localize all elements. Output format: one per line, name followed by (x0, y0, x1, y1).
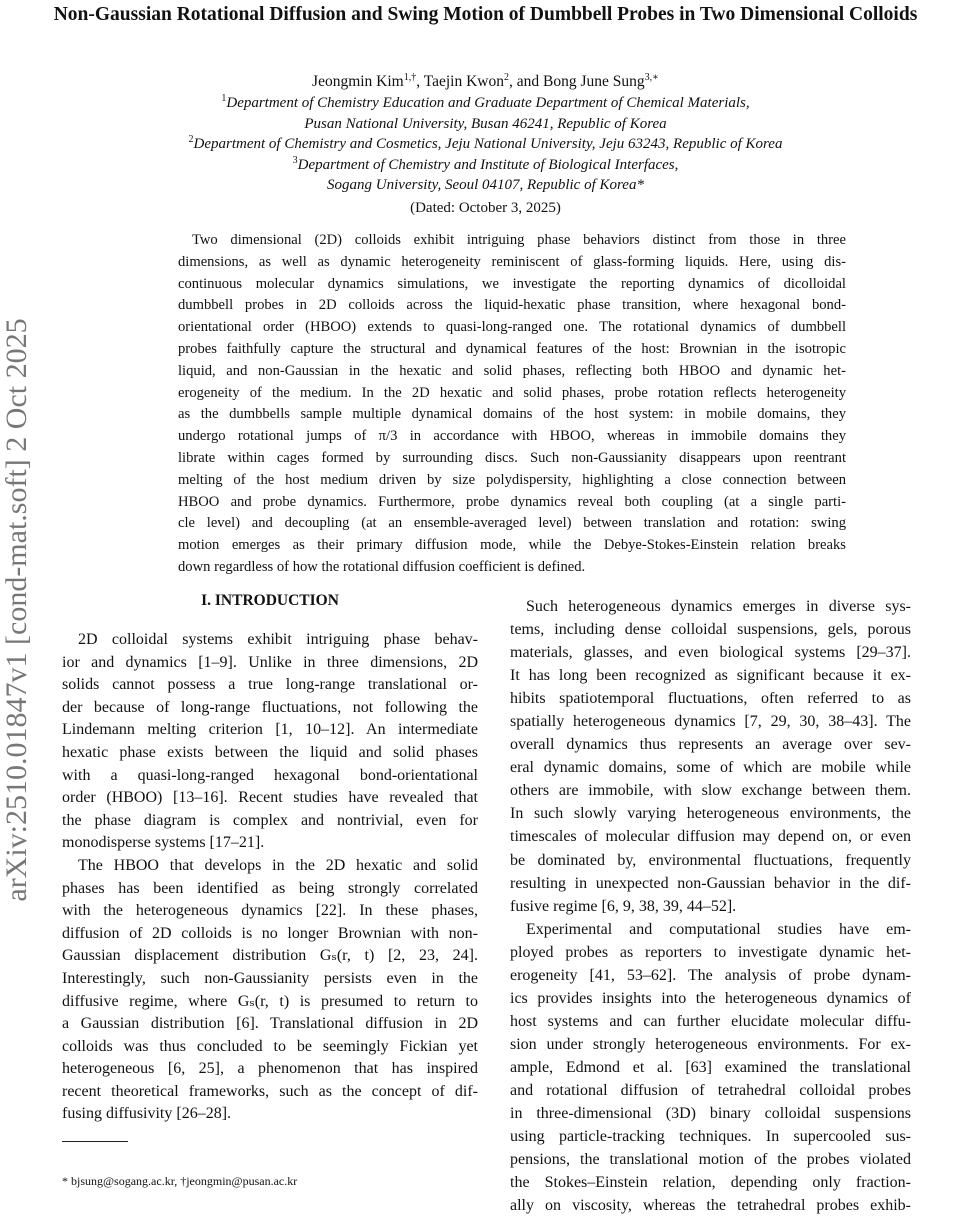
affiliation-text: Department of Chemistry Education and Graduate Department of Chemical Materials, (226, 95, 750, 111)
date-line: (Dated: October 3, 2025) (410, 200, 561, 216)
affiliations (0, 93, 971, 196)
text-line: 2D colloidal systems exhibit intriguing phase behav- (78, 631, 478, 648)
text-line: Experimental and computational studies have em- (526, 920, 911, 938)
text-line: The HBOO that develops in the 2D hexatic and solid (78, 856, 478, 874)
text-line: fusing diffusivity [26–28]. (62, 1105, 232, 1123)
right-column (510, 595, 911, 1217)
text-line: with a quasi-long-ranged hexagonal bond-orientational (62, 766, 478, 784)
text-line: timescales of molecular diffusion may depend on, or even (510, 828, 911, 846)
text-line: diffusive regime, where Gₛ(r, t) is presumed to return to (62, 992, 478, 1010)
text-line: monodisperse systems [17–21]. (62, 834, 265, 852)
text-line: the phase diagram is complex and nontrivial, even for (62, 811, 478, 829)
text-line: a Gaussian distribution [6]. Translational diffusion in 2D (62, 1015, 478, 1033)
affiliation-line (0, 134, 971, 155)
text-line: host systems and can further elucidate molecular diffu- (510, 1012, 911, 1030)
text-line: heterogeneous [6, 25], a phenomenon that has inspired (62, 1060, 478, 1078)
arxiv-stamp: arXiv:2510.01847v1 [cond-mat.soft] 2 Oct 2025 (0, 318, 33, 902)
affiliation-line (0, 114, 971, 135)
affiliation-mark: 3 (292, 154, 298, 166)
author-name: Taejin Kwon (423, 73, 505, 90)
text-line: Lindemann melting criterion [1, 10–12]. An intermediate (62, 721, 478, 739)
text-line: undergo rotational jumps of π/3 in accordance with HBOO, whereas in immobile domains they (178, 428, 846, 445)
text-line: tems, including dense colloidal suspensions, gels, porous (510, 621, 911, 639)
text-line: eral dynamic domains, some of which are mobile while (510, 759, 911, 777)
text-line: be dominated by, environmental fluctuations, frequently (510, 851, 911, 869)
text-line: in three-dimensional (3D) binary colloidal suspensions (510, 1105, 911, 1123)
text-line: Gaussian displacement distribution Gₛ(r, t) [2, 23, 24]. (62, 947, 478, 965)
text-line: down regardless of how the rotational diffusion coefficient is defined. (178, 558, 586, 575)
text-line: Two dimensional (2D) colloids exhibit intriguing phase behaviors distinct from those in three (192, 232, 846, 248)
affiliation-line (0, 155, 971, 176)
text-line: erogeneity of the medium. In the 2D hexatic and solid phases, probe rotation reflects heterogeneity (178, 384, 846, 401)
text-line: materials, glasses, and even biological systems [29–37]. (510, 644, 911, 662)
author-list (0, 71, 971, 92)
text-line: fusive regime [6, 9, 38, 39, 44–52]. (510, 897, 737, 915)
author-name: Jeongmin Kim (312, 73, 404, 90)
text-line: continuous molecular dynamics simulations, we investigate the reporting dynamics of dicolloidal (178, 275, 846, 292)
text-line: phases has been identified as being strongly correlated (62, 879, 478, 897)
text-line: der because of long-range fluctuations, not following the (62, 698, 478, 716)
affiliation-line (0, 93, 971, 114)
text-line: as the dumbbells sample multiple dynamical domains of the host system: in mobile domains, they (178, 406, 846, 423)
author-name: Bong June Sung (543, 73, 645, 90)
text-line: ample, Edmond et al. [63] examined the translational (510, 1058, 911, 1076)
left-column (62, 629, 478, 1126)
text-line: sion under strongly heterogeneous environments. For ex- (510, 1035, 911, 1053)
text-line: orientational order (HBOO) extends to quasi-long-ranged one. The rotational dynamics of dumbbell (178, 319, 846, 336)
paragraph (510, 918, 911, 1217)
paper-title: Non-Gaussian Rotational Diffusion and Swing Motion of Dumbbell Probes in Two Dimensional Colloids (53, 4, 918, 25)
paragraph (62, 629, 478, 855)
paragraph (510, 595, 911, 918)
text-line: colloids was thus concluded to be seemingly Fickian yet (62, 1037, 478, 1055)
text-line: order (HBOO) [13–16]. Recent studies have revealed that (62, 789, 478, 807)
affiliation-text: Pusan National University, Busan 46241, Republic of Korea (304, 115, 667, 132)
author-affiliation-mark: 1,† (403, 71, 417, 83)
text-line: spatially heterogeneous dynamics [7, 29, 30, 38–43]. The (510, 713, 911, 731)
text-line: It has long been recognized as significant because it ex- (510, 667, 911, 685)
text-line: ics provides insights into the heterogeneous dynamics of (510, 989, 911, 1007)
text-line: ally on viscosity, whereas the tetrahedral probes exhib- (510, 1197, 911, 1215)
text-line: Interestingly, such non-Gaussianity persists even in the (62, 969, 478, 987)
affiliation-text: Department of Chemistry and Institute of Biological Interfaces, (297, 156, 679, 173)
text-line: cle level) and decoupling (at an ensemble-averaged level) between translation and rotation: swing (178, 515, 846, 532)
text-line: ployed probes as reporters to investigate dynamic het- (510, 943, 911, 961)
text-line: using particle-tracking techniques. In supercooled sus- (510, 1128, 911, 1146)
text-line: solids cannot possess a true long-range translational or- (62, 676, 478, 694)
text-line: In such slowly varying heterogeneous environments, the (510, 805, 911, 823)
author-affiliation-mark: 2 (504, 71, 510, 83)
paragraph (178, 230, 846, 579)
paragraph (62, 855, 478, 1126)
text-line: dumbbell probes in 2D colloids across the liquid-hexatic phase transition, where hexagonal bond- (178, 297, 846, 314)
text-line: hexatic phase exists between the liquid and solid phases (62, 743, 478, 761)
footnote-divider (62, 1141, 128, 1142)
text-line: overall dynamics thus represents an average over sev- (510, 736, 911, 754)
affiliation-line (0, 175, 971, 196)
text-line: motion emerges as their primary diffusion mode, while the Debye-Stokes-Einstein relation breaks (178, 537, 846, 554)
affiliation-mark: 2 (188, 134, 194, 146)
abstract (178, 230, 846, 579)
text-line: with the heterogeneous dynamics [22]. In these phases, (62, 902, 478, 920)
text-line: pensions, the translational motion of the probes violated (510, 1151, 911, 1169)
text-line: librate within cages formed by surrounding discs. Such non-Gaussianity disappears upon reentrant (178, 449, 846, 466)
text-line: others are immobile, with slow exchange between them. (510, 782, 911, 800)
affiliation-text: Department of Chemistry and Cosmetics, Jeju National University, Jeju 63243, Republic of Korea (193, 136, 783, 153)
text-line: dimensions, as well as dynamic heterogeneity reminiscent of glass-forming liquids. Here, using dis- (178, 253, 846, 270)
affiliation-mark: 1 (221, 93, 227, 104)
text-line: ior and dynamics [1–9]. Unlike in three dimensions, 2D (62, 653, 478, 671)
affiliation-text: Sogang University, Seoul 04107, Republic of Korea* (327, 177, 644, 194)
author-separator: , (416, 73, 424, 90)
text-line: probes faithfully capture the structural and dynamical features of the host: Brownian in the isotropic (178, 340, 846, 357)
text-line: Such heterogeneous dynamics emerges in diverse sys- (526, 598, 911, 615)
text-line: diffusion of 2D colloids is no longer Brownian with non- (62, 924, 478, 942)
footnote: * bjsung@sogang.ac.kr, †jeongmin@pusan.ac.kr (62, 1174, 298, 1188)
text-line: liquid, and non-Gaussian in the hexatic and solid phases, reflecting both HBOO and dynamic het- (178, 362, 846, 379)
text-line: HBOO and probe dynamics. Furthermore, probe dynamics reveal both coupling (at a single parti- (178, 493, 846, 510)
text-line: resulting in unexpected non-Gaussian behavior in the dif- (510, 874, 911, 892)
author-separator: , and (509, 73, 544, 90)
section-heading: I. INTRODUCTION (201, 592, 339, 609)
text-line: recent theoretical frameworks, such as the concept of dif- (62, 1082, 478, 1100)
author-affiliation-mark: 3,∗ (644, 71, 659, 83)
text-line: melting of the host medium driven by size polydispersity, highlighting a close connection between (178, 471, 846, 488)
text-line: and rotational diffusion of tetrahedral colloidal probes (510, 1081, 911, 1099)
text-line: erogeneity [41, 53–62]. The analysis of probe dynam- (510, 966, 911, 984)
text-line: the Stokes–Einstein relation, depending only fraction- (510, 1174, 911, 1192)
text-line: hibits spatiotemporal fluctuations, often referred to as (510, 690, 911, 708)
